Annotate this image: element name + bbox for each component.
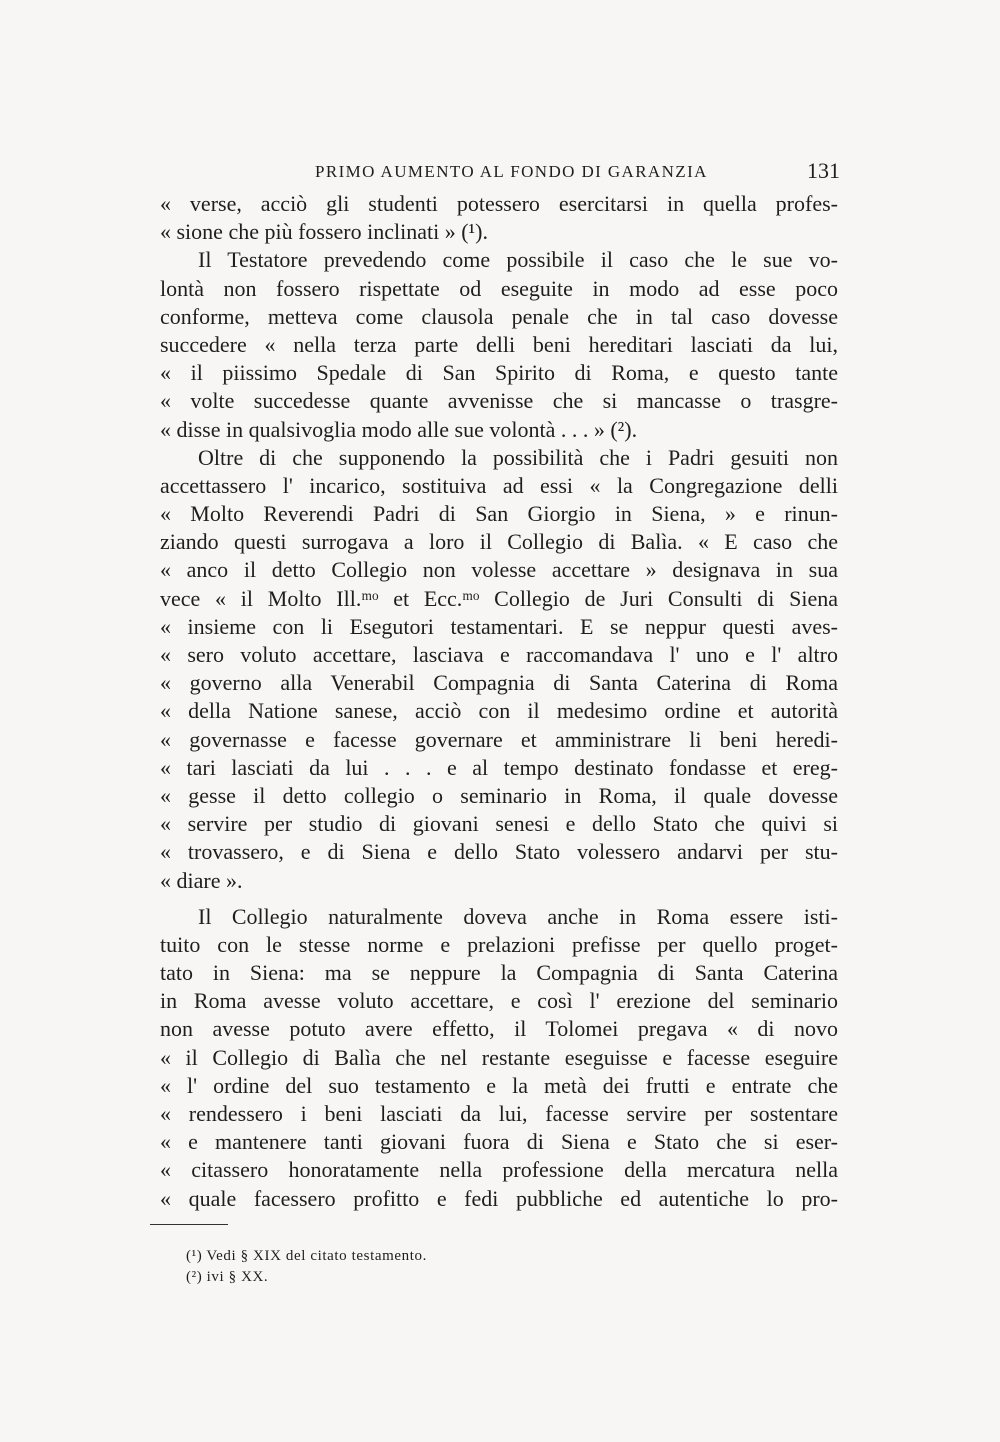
text-line: « volte succedesse quante avvenisse che si mancasse o trasgre-: [160, 388, 838, 414]
text-line: accettassero l' incarico, sostituiva ad essi « la Congregazione delli: [160, 472, 838, 498]
text-line: « sero voluto accettare, lasciava e raccomandava l' uno e l' altro: [160, 642, 838, 667]
text-line: vece « il Molto Ill.ᵐᵒ et Ecc.ᵐᵒ Collegio de Juri Consulti di Siena: [160, 585, 838, 611]
page-number: 131: [807, 158, 840, 183]
text-line: « insieme con li Esegutori testamentari. E se neppur questi aves-: [160, 613, 838, 639]
paragraph-first-line: Il Collegio naturalmente doveva anche in Roma essere isti-: [198, 903, 838, 929]
footnote-1: (¹) Vedi § XIX del citato testamento.: [186, 1248, 427, 1264]
text-line: succedere « nella terza parte delli beni hereditari lasciati da lui,: [160, 331, 838, 357]
text-line: « gesse il detto collegio o seminario in Roma, il quale dovesse: [160, 782, 838, 808]
text-line: « governasse e facesse governare et amministrare li beni heredi-: [160, 726, 838, 752]
footnotes: [186, 1246, 686, 1288]
text-line: « il Collegio di Balìa che nel restante eseguisse e facesse eseguire: [160, 1044, 838, 1070]
text-line: « diare ».: [160, 867, 243, 893]
text-line: « sione che più fossero inclinati » (¹).: [160, 219, 488, 245]
text-line: « governo alla Venerabil Compagnia di Santa Caterina di Roma: [160, 670, 838, 696]
text-line: « tari lasciati da lui . . . e al tempo destinato fondasse et ereg-: [160, 754, 838, 780]
text-line: « l' ordine del suo testamento e la metà dei frutti e entrate che: [160, 1072, 838, 1098]
paragraph-first-line: Oltre di che supponendo la possibilità che i Padri gesuiti non: [198, 444, 838, 470]
text-line: « della Natione sanese, acciò con il medesimo ordine et autorità: [160, 698, 838, 724]
text-line: « citassero honoratamente nella professione della mercatura nella: [160, 1157, 838, 1183]
running-head: [160, 158, 840, 188]
footnote-divider: [150, 1224, 228, 1225]
text-line: « verse, acciò gli studenti potessero esercitarsi in quella profes-: [160, 191, 838, 216]
text-line: « anco il detto Collegio non volesse accettare » designava in sua: [160, 557, 838, 583]
footnote-2: (²) ivi § XX.: [186, 1269, 269, 1285]
text-line: « e mantenere tanti giovani fuora di Siena e Stato che si eser-: [160, 1129, 838, 1155]
text-line: « quale facessero profitto e fedi pubbliche ed autentiche lo pro-: [160, 1185, 838, 1211]
text-line: non avesse potuto avere effetto, il Tolomei pregava « di novo: [160, 1016, 838, 1042]
text-line: « servire per studio di giovani senesi e dello Stato che quivi si: [160, 811, 838, 837]
body-text: [160, 190, 838, 1213]
text-line: « trovassero, e di Siena e dello Stato volessero andarvi per stu-: [160, 839, 838, 865]
text-line: « il piissimo Spedale di San Spirito di Roma, e questo tante: [160, 360, 838, 386]
paragraph-first-line: Il Testatore prevedendo come possibile il caso che le sue vo-: [198, 247, 838, 273]
text-line: ziando questi surrogava a loro il Collegio di Balìa. « E caso che: [160, 529, 838, 555]
text-line: lontà non fossero rispettate od eseguite in modo ad esse poco: [160, 275, 838, 301]
text-line: « disse in qualsivoglia modo alle sue volontà . . . » (²).: [160, 416, 638, 442]
text-line: « rendessero i beni lasciati da lui, facesse servire per sostentare: [160, 1101, 838, 1126]
text-line: tuito con le stesse norme e prelazioni prefisse per quello proget-: [160, 931, 838, 957]
text-line: tato in Siena: ma se neppure la Compagnia di Santa Caterina: [160, 960, 838, 986]
text-line: in Roma avesse voluto accettare, e così l' erezione del seminario: [160, 988, 838, 1014]
text-line: « Molto Reverendi Padri di San Giorgio in Siena, » e rinun-: [160, 501, 838, 527]
text-line: conforme, metteva come clausola penale che in tal caso dovesse: [160, 303, 838, 329]
running-title: PRIMO AUMENTO AL FONDO DI GARANZIA: [315, 162, 708, 181]
